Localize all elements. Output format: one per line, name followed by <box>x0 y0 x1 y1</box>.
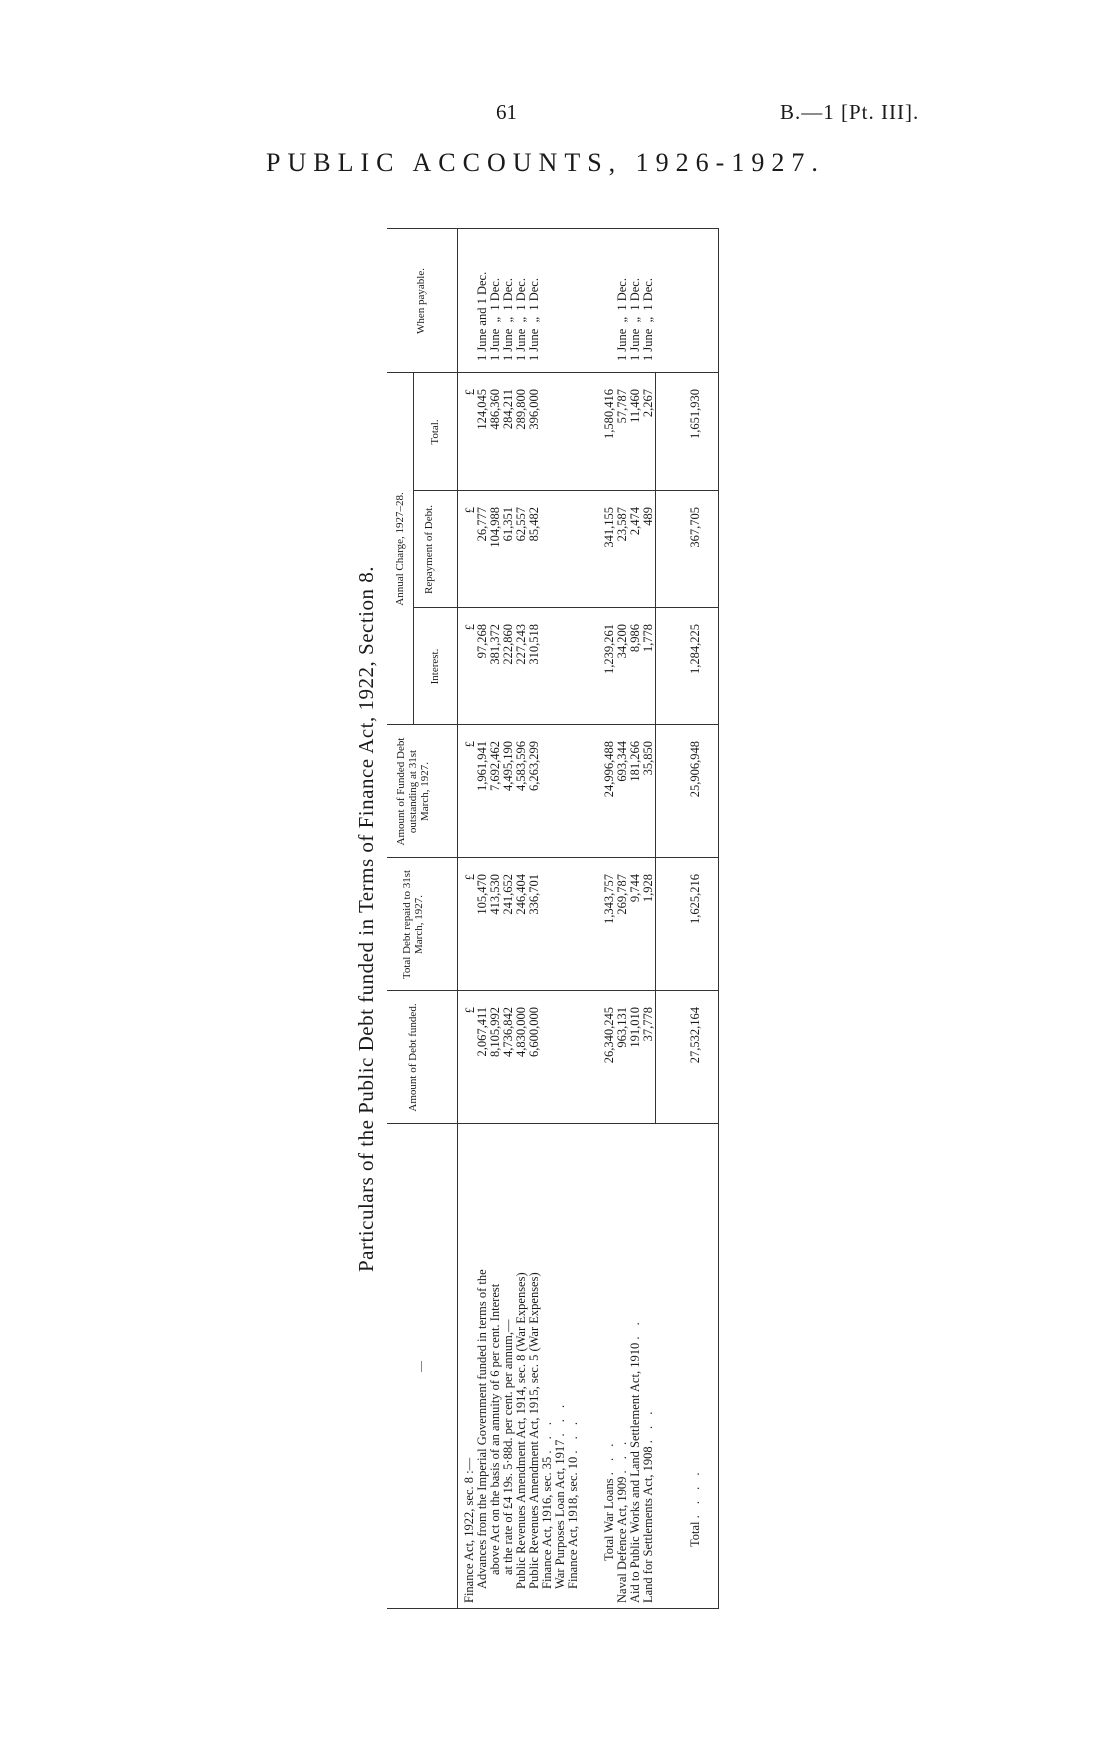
row-repayment: 61,351 <box>501 507 515 542</box>
row-label: Public Revenues Amendment Act, 1915, sec. 5 (War Expenses) <box>527 1272 541 1589</box>
row-repaid: 246,404 <box>514 874 528 915</box>
grand-total-outstanding: 25,906,948 <box>688 741 702 798</box>
row-label: Finance Act, 1918, sec. 10 . . . <box>566 1417 580 1589</box>
row-funded: 6,600,000 <box>527 1007 541 1057</box>
row-total: 11,460 <box>628 389 642 423</box>
header-amount-funded: Amount of Debt funded. <box>407 1003 419 1112</box>
grand-total-repayment: 367,705 <box>688 507 702 548</box>
row-interest: 227,243 <box>514 624 528 665</box>
currency-interest: £ <box>463 624 477 631</box>
row-total: 486,360 <box>488 389 502 430</box>
row-repaid: 269,787 <box>615 874 629 915</box>
row-label: Finance Act, 1916, sec. 35 . . . <box>540 1417 554 1589</box>
row-funded: 4,830,000 <box>514 1007 528 1057</box>
row-outstanding: 35,850 <box>641 741 655 776</box>
row-repaid: 413,530 <box>488 874 502 915</box>
subtotal-label: Total War Loans . . . <box>602 1439 616 1561</box>
row-label: Naval Defence Act, 1909 . . . <box>615 1437 629 1603</box>
row-total: 2,267 <box>641 389 655 418</box>
subtotal-interest: 1,239,261 <box>602 624 616 674</box>
header-when-payable: When payable. <box>415 268 427 334</box>
row-outstanding: 181,266 <box>628 741 642 782</box>
row-repaid: 336,701 <box>527 874 541 915</box>
header-total: Total. <box>429 419 441 445</box>
currency-total: £ <box>463 389 477 396</box>
row-interest: 381,372 <box>488 624 502 665</box>
row-label: Aid to Public Works and Land Settlement Act, 1910 . . <box>628 1318 642 1603</box>
table-title: Particulars of the Public Debt funded in Terms of Finance Act, 1922, Section 8. <box>354 566 378 1273</box>
rotated-table-block <box>347 229 719 1609</box>
intro-line-4: at the rate of £4 19s. 5·88d. per cent. per annum,— <box>501 1319 515 1575</box>
row-funded: 8,105,992 <box>488 1007 502 1057</box>
grand-total-interest: 1,284,225 <box>688 624 702 674</box>
row-payable: 1 June „ 1 Dec. <box>501 278 515 361</box>
grand-total-repaid: 1,625,216 <box>688 874 702 924</box>
row-payable: 1 June „ 1 Dec. <box>615 278 629 361</box>
row-funded: 963,131 <box>615 1007 629 1048</box>
row-label: Public Revenues Amendment Act, 1914, sec. 8 (War Expenses) <box>514 1272 528 1589</box>
row-repaid: 9,744 <box>628 874 642 903</box>
row-payable: 1 June and 1 Dec. <box>475 271 489 361</box>
row-payable: 1 June „ 1 Dec. <box>527 278 541 361</box>
row-interest: 34,200 <box>615 624 629 659</box>
row-total: 396,000 <box>527 389 541 430</box>
row-repayment: 23,587 <box>615 507 629 542</box>
row-label: Land for Settlements Act, 1908 . . . <box>641 1407 655 1603</box>
row-repaid: 1,928 <box>641 874 655 903</box>
row-repayment: 104,988 <box>488 507 502 548</box>
row-interest: 222,860 <box>501 624 515 665</box>
subtotal-repaid: 1,343,757 <box>602 874 616 924</box>
row-total: 289,800 <box>514 389 528 430</box>
currency-outstanding: £ <box>463 741 477 748</box>
header-annual-charge: Annual Charge, 1927–28. <box>394 492 406 606</box>
header-outstanding: Amount of Funded Debt outstanding at 31st March, 1927. <box>395 737 431 846</box>
header-repayment: Repayment of Debt. <box>423 505 435 594</box>
row-label: War Purposes Loan Act, 1917 . . . <box>553 1400 567 1589</box>
header-interest: Interest. <box>429 648 441 685</box>
currency-funded: £ <box>463 1007 477 1014</box>
subtotal-outstanding: 24,996,488 <box>602 741 616 798</box>
currency-repayment: £ <box>463 507 477 514</box>
row-repayment: 26,777 <box>475 507 489 542</box>
row-repayment: 85,482 <box>527 507 541 542</box>
grand-total-label: Total . . . . <box>688 1468 702 1547</box>
row-outstanding: 7,692,462 <box>488 741 502 791</box>
page-title: PUBLIC ACCOUNTS, 1926-1927. <box>266 148 825 177</box>
row-repayment: 2,474 <box>628 507 642 536</box>
row-total: 57,787 <box>615 389 629 424</box>
page-number: 61 <box>496 100 517 124</box>
subtotal-total: 1,580,416 <box>602 389 616 439</box>
row-repaid: 241,652 <box>501 874 515 915</box>
intro-line-2: Advances from the Imperial Government funded in terms of the <box>475 1269 489 1589</box>
row-payable: 1 June „ 1 Dec. <box>514 278 528 361</box>
header-description: — <box>415 1361 427 1372</box>
currency-repaid: £ <box>463 874 477 881</box>
debt-table <box>387 229 719 1609</box>
row-outstanding: 4,495,190 <box>501 741 515 791</box>
grand-total-total: 1,651,930 <box>688 389 702 439</box>
row-repayment: 489 <box>641 507 655 526</box>
row-payable: 1 June „ 1 Dec. <box>641 278 655 361</box>
row-payable: 1 June „ 1 Dec. <box>488 278 502 361</box>
row-interest: 97,268 <box>475 624 489 659</box>
row-outstanding: 4,583,596 <box>514 741 528 791</box>
row-funded: 37,778 <box>641 1007 655 1042</box>
row-payable: 1 June „ 1 Dec. <box>628 278 642 361</box>
subtotal-funded: 26,340,245 <box>602 1007 616 1064</box>
grand-total-funded: 27,532,164 <box>688 1007 702 1064</box>
row-total: 124,045 <box>475 389 489 430</box>
row-funded: 4,736,842 <box>501 1007 515 1057</box>
intro-line-3: above Act on the basis of an annuity of 6 per cent. Interest <box>488 1283 502 1575</box>
row-repayment: 62,557 <box>514 507 528 542</box>
part-reference: B.—1 [Pt. III]. <box>780 100 920 124</box>
row-outstanding: 6,263,299 <box>527 741 541 791</box>
row-funded: 2,067,411 <box>475 1007 489 1057</box>
row-total: 284,211 <box>501 389 515 430</box>
subtotal-repayment: 341,155 <box>602 507 616 548</box>
row-interest: 1,778 <box>641 624 655 653</box>
row-interest: 310,518 <box>527 624 541 665</box>
intro-line-1: Finance Act, 1922, sec. 8 :— <box>462 1457 476 1603</box>
row-outstanding: 693,344 <box>615 741 629 782</box>
row-repaid: 105,470 <box>475 874 489 915</box>
row-outstanding: 1,961,941 <box>475 741 489 791</box>
row-interest: 8,986 <box>628 624 642 653</box>
header-total-repaid: Total Debt repaid to 31st March, 1927. <box>401 869 425 980</box>
row-funded: 191,010 <box>628 1007 642 1048</box>
